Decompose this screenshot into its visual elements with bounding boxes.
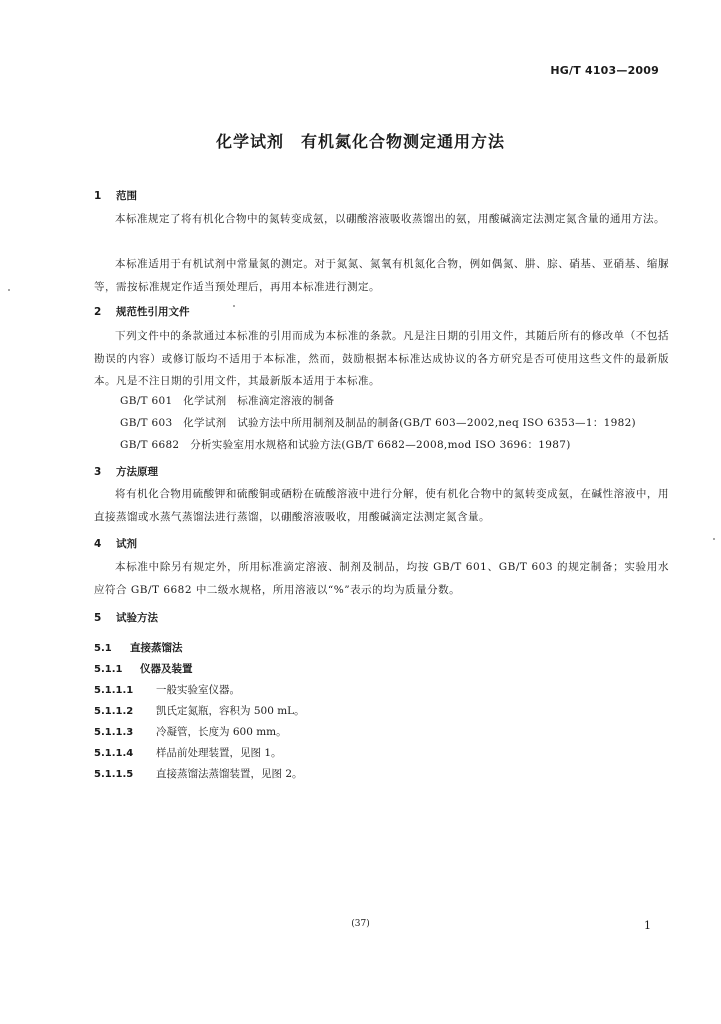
section-4-paragraph-1: 本标准中除另有规定外，所用标准滴定溶液、制剂及制品，均按 GB/T 601、GB/T 603 的规定制备；实验用水应符合 GB/T 6682 中二级水规格，所用溶液以“%”表示的均为质量分数。 [94,561,669,596]
section-3-heading [94,464,158,479]
section-number: 4 [94,538,102,550]
subsection-number: 5.1.1.4 [94,748,134,759]
section-5-heading [94,610,158,625]
subsection-5-1-1-1 [94,682,240,697]
subsection-text: 一般实验室仪器。 [156,684,240,696]
section-2-paragraph-1: 下列文件中的条款通过本标准的引用而成为本标准的条款。凡是注日期的引用文件，其随后所有的修改单（不包括勘误的内容）或修订版均不适用于本标准，然而，鼓励根据本标准达成协议的各方研究是否可使用这些文件的最新版本。凡是不注日期的引用文件，其最新版本适用于本标准。 [94,330,669,387]
subsection-text: 冷凝管，长度为 600 mm。 [156,726,287,738]
subsection-text: 样品前处理装置，见图 1。 [156,747,282,759]
subsection-5-1-1-5 [94,766,303,781]
reference-item: GB/T 603 化学试剂 试验方法中所用制剂及制品的制备(GB/T 603—2002,neq ISO 6353—1：1982) [120,417,636,429]
scan-speck [8,289,10,291]
subsection-number: 5.1.1 [94,664,123,675]
subsection-text: 直接蒸馏法蒸馏装置，见图 2。 [156,768,303,780]
scan-speck [233,305,235,307]
section-number: 3 [94,466,102,478]
section-title: 范围 [116,190,137,202]
subsection-number: 5.1.1.3 [94,727,134,738]
subsection-number: 5.1.1.1 [94,685,134,696]
subsection-number: 5.1.1.2 [94,706,134,717]
subsection-5-1-1-4 [94,745,282,760]
section-title: 规范性引用文件 [116,306,190,318]
section-4-heading [94,536,137,551]
reference-item: GB/T 6682 分析实验室用水规格和试验方法(GB/T 6682—2008,mod ISO 3696：1987) [120,439,571,451]
subsection-text: 凯氏定氮瓶，容积为 500 mL。 [156,705,305,717]
section-number: 1 [94,190,102,202]
section-title: 试剂 [116,538,137,550]
scan-speck [713,538,715,540]
subsection-number: 5.1.1.5 [94,769,134,780]
section-1-heading [94,188,137,203]
section-1-paragraph-2: 本标准适用于有机试剂中常量氮的测定。对于氮氮、氮氧有机氮化合物，例如偶氮、肼、腙、硝基、亚硝基、缩脲等，需按标准规定作适当预处理后，再用本标准进行测定。 [94,258,669,293]
page-mark: 1 [644,919,651,932]
page-number: (37) [351,919,370,929]
document-title: 化学试剂 有机氮化合物测定通用方法 [215,132,505,151]
section-title: 试验方法 [116,612,158,624]
section-1-paragraph-1: 本标准规定了将有机化合物中的氮转变成氨，以硼酸溶液吸收蒸馏出的氨，用酸碱滴定法测定氮含量的通用方法。 [115,213,665,225]
standard-code: HG/T 4103—2009 [550,64,659,77]
subsection-5-1-1-2 [94,703,305,718]
section-number: 5 [94,612,102,624]
subsection-title: 仪器及装置 [140,663,193,675]
section-title: 方法原理 [116,466,158,478]
subsection-number: 5.1 [94,643,112,654]
subsection-5-1-1-3 [94,724,287,739]
subsection-5-1-1 [94,661,193,676]
subsection-title: 直接蒸馏法 [130,642,183,654]
subsection-5-1 [94,640,183,655]
section-3-paragraph-1: 将有机化合物用硫酸钾和硫酸铜或硒粉在硫酸溶液中进行分解，使有机化合物中的氮转变成氨，在碱性溶液中，用直接蒸馏或水蒸气蒸馏法进行蒸馏，以硼酸溶液吸收，用酸碱滴定法测定氮含量。 [94,488,669,523]
section-number: 2 [94,306,102,318]
reference-item: GB/T 601 化学试剂 标准滴定溶液的制备 [120,395,335,407]
section-2-heading [94,304,190,319]
